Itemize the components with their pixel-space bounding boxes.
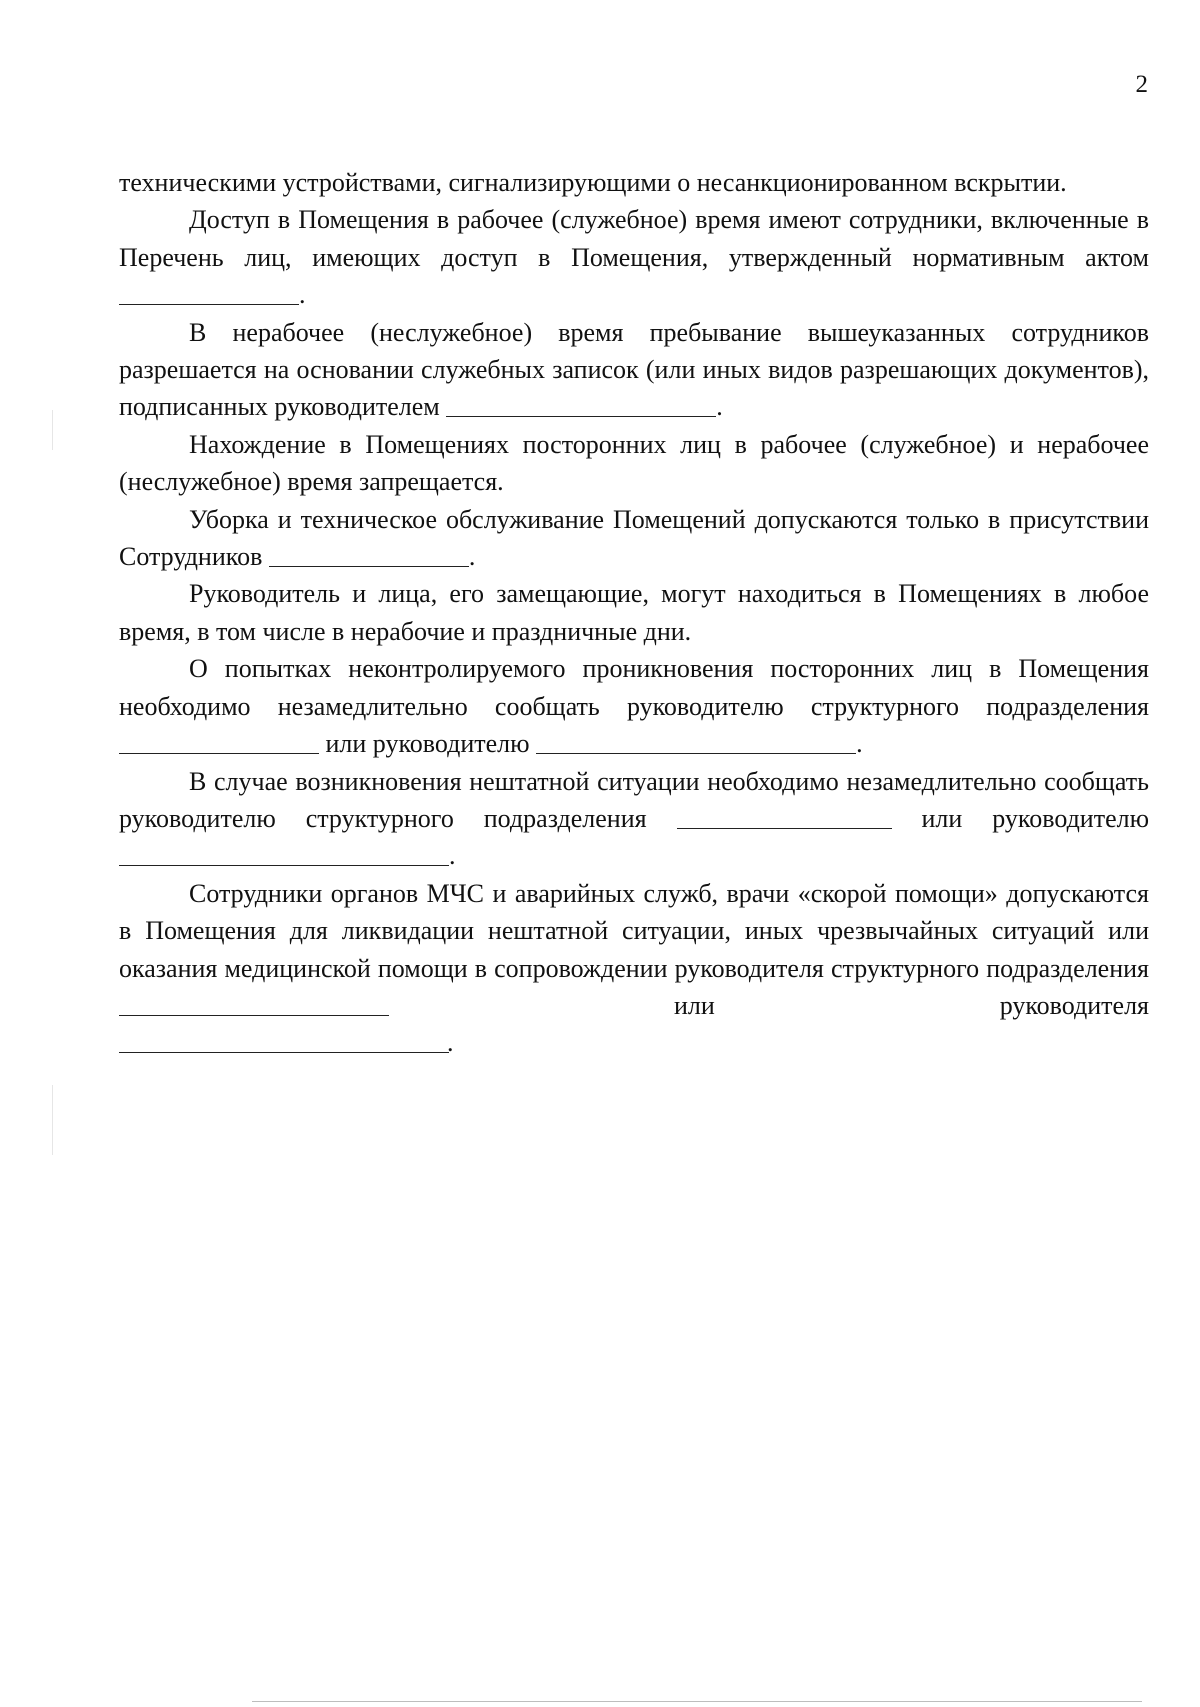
blank-field [269,539,469,567]
page-number: 2 [1135,71,1148,98]
paragraph-text: В нерабочее (неслужебное) время пребывание вышеуказанных сотрудников разрешается на основании служебных записок (или иных видов разрешающих документов), подписанных руководителем [119,317,1149,422]
paragraph-access-working-time [119,201,1149,313]
blank-field [119,726,319,754]
blank-field [119,1024,449,1052]
blank-field [119,277,299,305]
paragraph-outsiders-forbidden: Нахождение в Помещениях посторонних лиц в рабочее (служебное) и нерабочее (неслужебное) время запрещается. [119,429,1149,497]
paragraph-cleaning [119,501,1149,576]
paragraph-text-middle: или руководителя [673,990,1149,1020]
bottom-scan-edge [252,1701,1142,1702]
blank-field [119,838,449,866]
punctuation: . [299,280,306,310]
scan-artifact [52,410,53,450]
blank-field [446,389,716,417]
paragraph-text: Уборка и техническое обслуживание Помещений допускаются только в присутствии Сотрудников [119,504,1149,572]
blank-field [677,801,892,829]
punctuation: . [447,1028,454,1058]
blank-field [536,726,856,754]
scan-artifact [52,1085,53,1155]
punctuation: . [468,542,476,572]
paragraph-emergency-report [119,763,1149,875]
paragraph-intrusion-report [119,650,1149,762]
paragraph-text: В случае возникновения нештатной ситуации необходимо незамедлительно сообщать руководителю структурного подразделения [119,766,1149,833]
document-body [119,164,1149,1062]
punctuation: . [716,392,723,422]
paragraph-text-middle: или [921,803,963,833]
trailing-blank-line [119,1024,1149,1061]
paragraph-text-middle: или руководителю [325,729,530,759]
blank-field [119,988,389,1016]
paragraph-text: Доступ в Помещения в рабочее (служебное) время имеют сотрудники, включенные в Перечень лиц, имеющих доступ в Помещения, утвержденный нормативным актом [119,205,1149,272]
paragraph-non-working-time [119,314,1149,426]
paragraph-text: Сотрудники органов МЧС и аварийных служб, врачи «скорой помощи» допускаются в Помещения для ликвидации нештатной ситуации, иных чрезвычайных ситуаций или оказания медицинской помощи в сопровождении руководителя структурного подразделения [119,878,1149,983]
punctuation: . [856,729,863,759]
paragraph-head-access: Руководитель и лица, его замещающие, могут находиться в Помещениях в любое время, в том числе в нерабочие и праздничные дни. [119,579,1149,646]
paragraph-emergency-services [119,875,1149,1025]
paragraph-text: О попытках неконтролируемого проникновения посторонних лиц в Помещения необходимо незамедлительно сообщать руководителю структурного подразделения [119,654,1149,721]
paragraph-continuation: техническими устройствами, сигнализирующими о несанкционированном вскрытии. [119,168,1067,197]
paragraph-text-line-start: руководителю [992,803,1150,833]
punctuation: . [449,841,456,871]
